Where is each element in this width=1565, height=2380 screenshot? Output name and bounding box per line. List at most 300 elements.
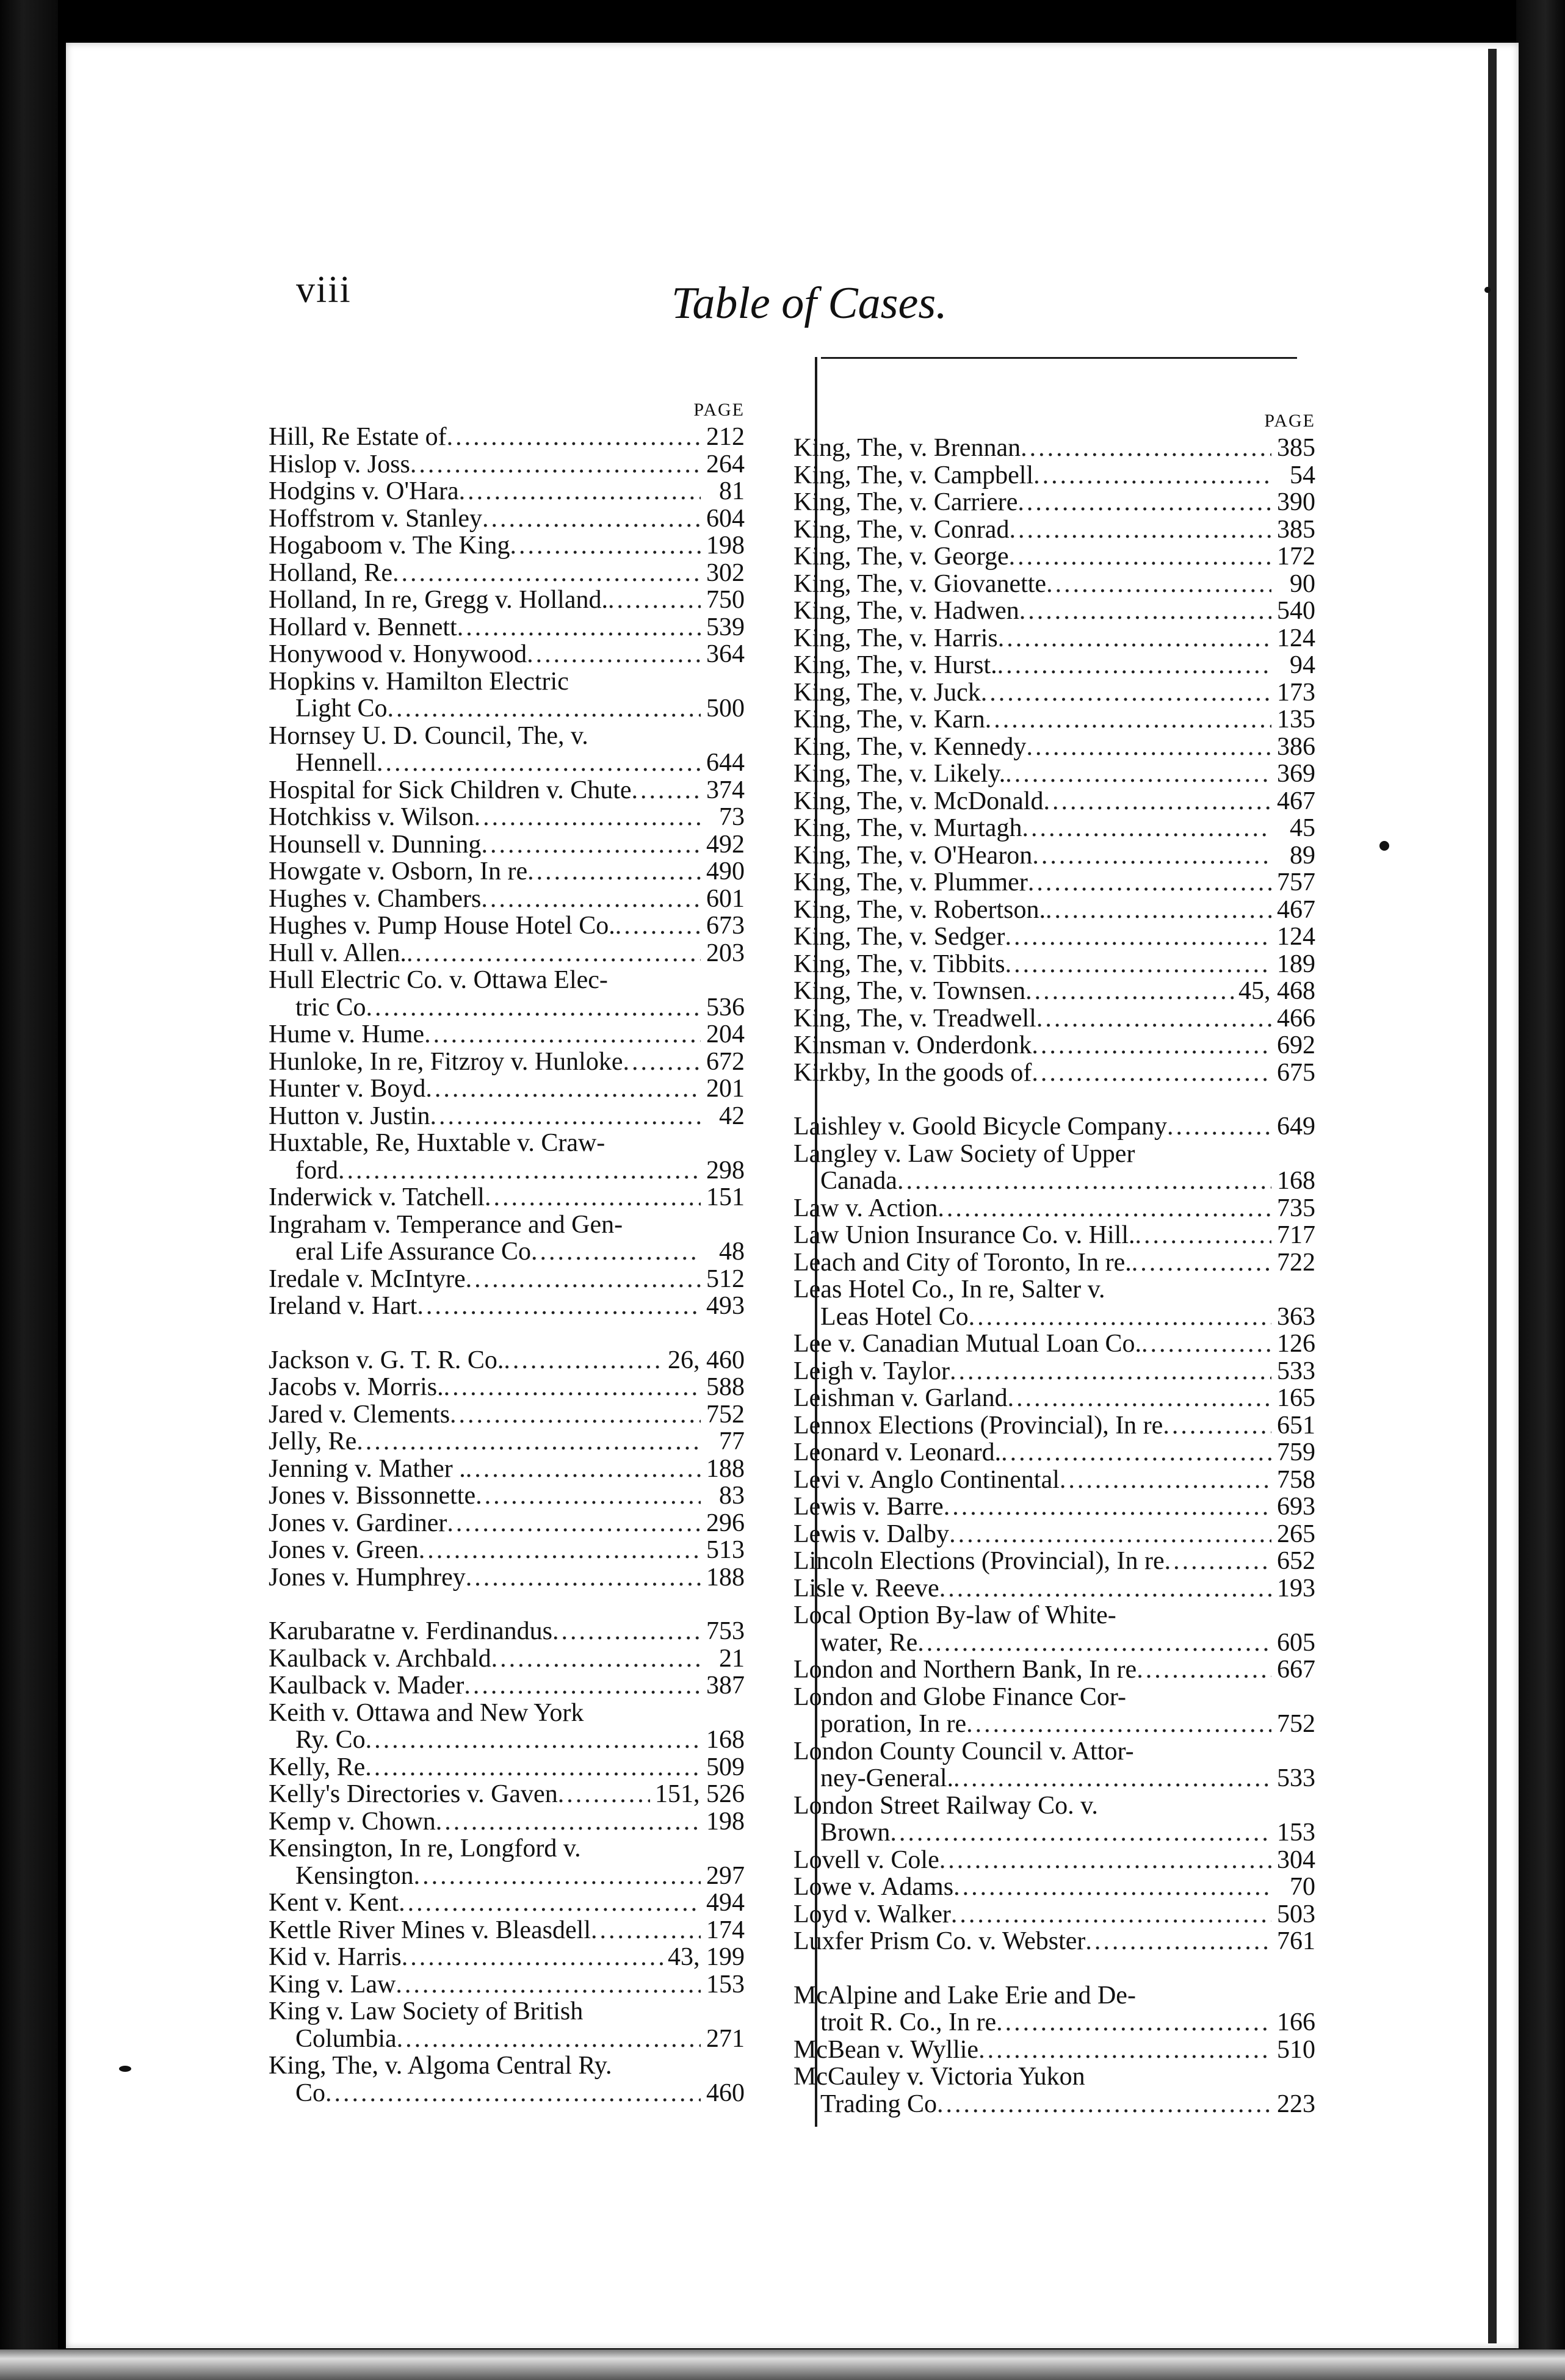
- leader-dots: [396, 1971, 701, 1999]
- page-number: 165: [1277, 1384, 1315, 1412]
- case-name: Lewis v. Barre: [793, 1493, 944, 1521]
- case-name: Ireland v. Hart: [269, 1292, 417, 1320]
- case-name: Hume v. Hume: [269, 1020, 425, 1048]
- leader-dots: [1163, 1412, 1271, 1440]
- case-name: Lee v. Canadian Mutual Loan Co.: [793, 1330, 1141, 1358]
- case-name: Jared v. Clements: [269, 1400, 450, 1429]
- leader-dots: [466, 1455, 701, 1483]
- case-name: King, The, v. Treadwell: [793, 1004, 1036, 1033]
- leader-dots: [504, 1347, 663, 1374]
- page-number: 73: [719, 803, 745, 831]
- case-name-continued: Columbia: [295, 2024, 397, 2053]
- leader-dots: [377, 749, 701, 777]
- page-number: 21: [719, 1644, 745, 1673]
- leader-dots: [338, 1157, 701, 1185]
- case-entry: [269, 586, 745, 614]
- case-name: King, The, v. Juck: [793, 678, 981, 707]
- case-entry: [793, 1032, 1315, 1059]
- page-number: 188: [706, 1563, 745, 1592]
- leader-dots: [481, 831, 701, 859]
- case-name: Holland, In re, Gregg v. Holland.: [269, 586, 608, 614]
- leader-dots: [510, 532, 701, 560]
- case-name: Levi v. Anglo Continental: [793, 1465, 1060, 1494]
- case-entry: [793, 1222, 1315, 1249]
- page-number: 509: [706, 1753, 745, 1781]
- page-number: 651: [1277, 1411, 1315, 1440]
- case-name: Hogaboom v. The King: [269, 532, 510, 560]
- leader-dots: [950, 1358, 1271, 1385]
- page-number: 198: [706, 532, 745, 560]
- page-number: 759: [1277, 1438, 1315, 1466]
- page-number: 735: [1277, 1194, 1315, 1222]
- case-name: Kensington, In re, Longford v.: [269, 1834, 581, 1863]
- leader-dots: [527, 858, 701, 885]
- case-name: Hull Electric Co. v. Ottawa Elec-: [269, 966, 608, 994]
- leader-dots: [491, 1645, 701, 1673]
- case-entry: [793, 1113, 1315, 1141]
- page-number: 385: [1277, 515, 1315, 544]
- leader-dots: [466, 1266, 701, 1293]
- folio-number: viii: [296, 269, 352, 311]
- case-name-continued: troit R. Co., In re: [820, 2008, 997, 2036]
- leader-dots: [430, 1103, 701, 1130]
- leader-dots: [1043, 788, 1271, 815]
- case-name: Kirkby, In the goods of: [793, 1058, 1032, 1087]
- case-name: London County Council v. Attor-: [793, 1737, 1134, 1765]
- page-number: 174: [706, 1916, 745, 1944]
- leader-dots: [424, 1021, 701, 1048]
- case-entry: [793, 923, 1315, 951]
- case-name-continued: Co: [295, 2079, 326, 2107]
- page-edge-shadow: [1488, 49, 1497, 2343]
- case-entry: [793, 516, 1315, 544]
- case-entry: [793, 842, 1315, 870]
- leader-dots: [475, 1482, 701, 1510]
- case-name: King, The, v. George: [793, 543, 1009, 571]
- case-entry: [793, 489, 1315, 516]
- case-name-continued: Ry. Co: [295, 1726, 366, 1754]
- leader-dots: [608, 586, 701, 614]
- case-name: King, The, v. Hurst.: [793, 651, 997, 679]
- case-name: Loyd v. Walker: [793, 1900, 951, 1928]
- case-name: King, The, v. Murtagh: [793, 814, 1022, 842]
- case-name: Law v. Action: [793, 1194, 938, 1222]
- leader-dots: [969, 1304, 1271, 1331]
- page-number: 188: [706, 1454, 745, 1483]
- page-number: 168: [706, 1726, 745, 1754]
- leader-dots: [1017, 489, 1271, 516]
- page-number: 512: [706, 1264, 745, 1293]
- case-name: Hoffstrom v. Stanley: [269, 504, 482, 533]
- case-name: Jones v. Green: [269, 1536, 419, 1564]
- page-number: 369: [1277, 760, 1315, 788]
- case-entry: [269, 560, 745, 587]
- leader-dots: [953, 1873, 1271, 1901]
- page-number: 750: [706, 586, 745, 614]
- case-name: Jones v. Gardiner: [269, 1509, 447, 1537]
- leader-dots: [890, 1819, 1271, 1847]
- page-column-label: PAGE: [1264, 411, 1315, 431]
- case-entry: [793, 1792, 1315, 1847]
- case-name: Jelly, Re: [269, 1427, 357, 1455]
- page-number: 605: [1277, 1628, 1315, 1657]
- case-name: King, The, v. Robertson.: [793, 895, 1046, 924]
- case-name: Holland, Re: [269, 558, 392, 587]
- leader-dots: [1137, 1656, 1271, 1684]
- case-entry: [269, 1537, 745, 1564]
- scan-border-bottom: [0, 2349, 1565, 2380]
- case-entry: [269, 1917, 745, 1944]
- case-name: McCauley v. Victoria Yukon: [793, 2063, 1085, 2091]
- case-entry: [793, 1358, 1315, 1385]
- case-name: King, The, v. Plummer: [793, 868, 1028, 896]
- case-name-continued: ford: [295, 1156, 338, 1185]
- letter-group-gap: [269, 1591, 745, 1618]
- case-entry: [793, 571, 1315, 598]
- page-number: 667: [1277, 1656, 1315, 1684]
- leader-dots: [325, 2080, 701, 2107]
- page-number: 265: [1277, 1520, 1315, 1548]
- page-number: 540: [1277, 597, 1315, 625]
- page-number: 26, 460: [668, 1346, 745, 1374]
- case-entry: [793, 543, 1315, 571]
- case-entry: [793, 1330, 1315, 1358]
- page-number: 193: [1277, 1574, 1315, 1603]
- page-number: 644: [706, 749, 745, 777]
- case-name: Kelly's Directories v. Gaven: [269, 1780, 558, 1808]
- case-entry: [793, 1847, 1315, 1874]
- case-entry: [269, 451, 745, 478]
- leader-dots: [447, 1510, 701, 1537]
- leader-dots: [1167, 1113, 1271, 1141]
- leader-dots: [1046, 896, 1271, 924]
- page-number: 692: [1277, 1031, 1315, 1059]
- case-name: Keith v. Ottawa and New York: [269, 1698, 584, 1727]
- leader-dots: [410, 451, 701, 478]
- case-name: King, The, v. Sedger: [793, 923, 1005, 951]
- case-entry: [793, 1412, 1315, 1440]
- case-name-continued: tric Co: [295, 993, 366, 1022]
- case-name: Hopkins v. Hamilton Electric: [269, 667, 569, 696]
- case-name: Lovell v. Cole: [793, 1845, 939, 1874]
- page-number: 387: [706, 1671, 745, 1700]
- page-number: 604: [706, 504, 745, 533]
- leader-dots: [366, 1726, 701, 1754]
- letter-group-gap: [793, 1086, 1315, 1113]
- page-number: 510: [1277, 2035, 1315, 2064]
- case-entry: [793, 1439, 1315, 1466]
- case-name: Howgate v. Osborn, In re: [269, 857, 528, 885]
- leader-dots: [953, 1765, 1271, 1792]
- scan-border-right: [1516, 0, 1565, 2380]
- page-number: 198: [706, 1807, 745, 1836]
- case-name: Lennox Elections (Provincial), In re: [793, 1411, 1163, 1440]
- case-name-continued: Trading Co: [820, 2090, 937, 2118]
- case-name: Local Option By-law of White-: [793, 1601, 1116, 1629]
- page-number: 81: [719, 477, 745, 505]
- page-number: 70: [1290, 1873, 1315, 1901]
- page-number: 153: [1277, 1819, 1315, 1847]
- case-name: King, The, v. Harris: [793, 624, 998, 652]
- case-name: Luxfer Prism Co. v. Webster: [793, 1927, 1086, 1955]
- case-name: Hunter v. Boyd: [269, 1075, 426, 1103]
- case-name: King, The, v. Carriere: [793, 488, 1018, 516]
- case-entry: [793, 1602, 1315, 1656]
- leader-dots: [623, 1048, 701, 1076]
- case-name: King, The, v. Likely.: [793, 760, 1006, 788]
- case-name: Hislop v. Joss: [269, 450, 410, 478]
- case-entry: [793, 1548, 1315, 1575]
- case-name: Jackson v. G. T. R. Co.: [269, 1346, 504, 1374]
- case-entry: [269, 804, 745, 831]
- case-name: London and Globe Finance Cor-: [793, 1682, 1127, 1711]
- case-entry: [269, 1130, 745, 1184]
- leader-dots: [1008, 1385, 1271, 1412]
- page-number: 89: [1290, 841, 1315, 870]
- case-entry: [269, 641, 745, 668]
- case-entry: [269, 1347, 745, 1374]
- page-number: 460: [706, 2079, 745, 2107]
- leader-dots: [365, 1754, 701, 1781]
- case-name: King v. Law: [269, 1970, 396, 1999]
- case-entry: [793, 1575, 1315, 1603]
- leader-dots: [444, 1374, 701, 1401]
- right-entries: [793, 435, 1315, 2118]
- leader-dots: [558, 1781, 650, 1808]
- leader-dots: [425, 1075, 701, 1103]
- case-entry: [269, 723, 745, 777]
- case-name: Hill, Re Estate of: [269, 423, 447, 451]
- letter-group-gap: [269, 1320, 745, 1347]
- page-number: 223: [1277, 2090, 1315, 2118]
- case-entry: [269, 1428, 745, 1455]
- leader-dots: [1032, 842, 1271, 870]
- case-entry: [269, 478, 745, 505]
- case-entry: [793, 1656, 1315, 1684]
- leader-dots: [1085, 1928, 1271, 1955]
- page-number: 467: [1277, 787, 1315, 815]
- page-number: 717: [1277, 1221, 1315, 1249]
- page-number: 124: [1277, 624, 1315, 652]
- case-entry: [269, 2052, 745, 2107]
- leader-dots: [1046, 571, 1271, 598]
- case-entry: [269, 614, 745, 641]
- case-name: King, The, v. McDonald: [793, 787, 1044, 815]
- case-name: Leigh v. Taylor: [793, 1357, 950, 1385]
- leader-dots: [466, 1564, 701, 1592]
- page-number: 296: [706, 1509, 745, 1537]
- page-number: 493: [706, 1292, 745, 1320]
- case-name: King, The, v. Algoma Central Ry.: [269, 2052, 612, 2080]
- case-name: Hutton v. Justin: [269, 1102, 430, 1130]
- case-entry: [269, 1564, 745, 1592]
- leader-dots: [552, 1618, 701, 1645]
- case-name: Ingraham v. Temperance and Gen-: [269, 1210, 623, 1239]
- case-entry: [269, 885, 745, 913]
- case-name: Hollard v. Bennett: [269, 613, 457, 641]
- case-name-continued: Brown: [820, 1819, 891, 1847]
- case-name: Hull v. Allen.: [269, 939, 407, 967]
- scan-speck: [119, 2066, 131, 2072]
- case-entry: [269, 1781, 745, 1808]
- letter-group-gap: [793, 1955, 1315, 1982]
- case-name: King, The, v. Campbell: [793, 461, 1034, 489]
- page-number: 77: [719, 1427, 745, 1455]
- leader-dots: [1132, 1249, 1271, 1277]
- page-number: 490: [706, 857, 745, 885]
- case-name: Honywood v. Honywood: [269, 640, 527, 668]
- page-number: 172: [1277, 543, 1315, 571]
- case-entry: [269, 1048, 745, 1076]
- case-name: King, The, v. Conrad: [793, 515, 1010, 544]
- leader-dots: [464, 1672, 701, 1700]
- leader-dots: [482, 505, 701, 533]
- case-name: McBean v. Wyllie: [793, 2035, 979, 2064]
- case-name: Huxtable, Re, Huxtable v. Craw-: [269, 1129, 605, 1157]
- page-number: 533: [1277, 1764, 1315, 1792]
- case-entry: [269, 532, 745, 560]
- leader-dots: [1033, 462, 1271, 489]
- case-entry: [793, 1684, 1315, 1738]
- page-number: 43, 199: [668, 1943, 745, 1971]
- leader-dots: [481, 885, 701, 913]
- case-entry: [269, 967, 745, 1021]
- page-number: 203: [706, 939, 745, 967]
- case-entry: [793, 1385, 1315, 1412]
- case-name: Law Union Insurance Co. v. Hill.: [793, 1221, 1135, 1249]
- case-entry: [793, 896, 1315, 924]
- case-name: King, The, v. Karn: [793, 705, 985, 734]
- page-number: 494: [706, 1889, 745, 1917]
- page-number: 298: [706, 1156, 745, 1185]
- page-number: 204: [706, 1020, 745, 1048]
- case-name: Karubaratne v. Ferdinandus: [269, 1617, 552, 1645]
- leader-dots: [1005, 923, 1271, 951]
- page-number: 761: [1277, 1927, 1315, 1955]
- case-entry: [793, 1982, 1315, 2036]
- page-number: 601: [706, 884, 745, 913]
- case-entry: [269, 1266, 745, 1293]
- leader-dots: [447, 424, 701, 451]
- leader-dots: [591, 1917, 701, 1944]
- page-number: 752: [1277, 1710, 1315, 1738]
- page-number: 752: [706, 1400, 745, 1429]
- case-name: King, The, v. Brennan: [793, 434, 1021, 462]
- case-name: Kaulback v. Mader: [269, 1671, 464, 1700]
- leader-dots: [996, 2009, 1271, 2036]
- leader-dots: [632, 777, 701, 804]
- page-number: 126: [1277, 1330, 1315, 1358]
- page-number: 539: [706, 613, 745, 641]
- case-entry: [793, 1005, 1315, 1033]
- leader-dots: [459, 478, 701, 505]
- leader-dots: [397, 2025, 701, 2053]
- page-number: 693: [1277, 1493, 1315, 1521]
- case-name: Leishman v. Garland: [793, 1384, 1008, 1412]
- page-number: 466: [1277, 1004, 1315, 1033]
- case-entry: [793, 1059, 1315, 1087]
- case-name: King, The, v. Hadwen: [793, 597, 1019, 625]
- leader-dots: [1019, 597, 1271, 625]
- case-name: Hotchkiss v. Wilson: [269, 803, 474, 831]
- case-name: Jenning v. Mather .: [269, 1454, 466, 1483]
- case-entry: [793, 1493, 1315, 1521]
- leader-dots: [527, 641, 701, 668]
- leader-dots: [485, 1184, 701, 1211]
- page-number: 83: [719, 1482, 745, 1510]
- case-name: King, The, v. Kennedy: [793, 732, 1027, 761]
- case-entry: [793, 788, 1315, 815]
- page-number: 168: [1277, 1167, 1315, 1195]
- case-entry: [269, 1293, 745, 1320]
- leader-dots: [1036, 1005, 1271, 1033]
- case-entry: [269, 1482, 745, 1510]
- case-entry: [269, 1510, 745, 1537]
- case-entry: [269, 940, 745, 967]
- case-entry: [793, 951, 1315, 978]
- leader-dots: [1060, 1466, 1271, 1494]
- page-number: 153: [706, 1970, 745, 1999]
- page-number: 94: [1290, 651, 1315, 679]
- page-number: 672: [706, 1047, 745, 1076]
- case-entry: [269, 777, 745, 804]
- case-entry: [269, 912, 745, 940]
- page-number: 42: [719, 1102, 745, 1130]
- case-name: King, The, v. O'Hearon: [793, 841, 1033, 870]
- left-column: [269, 397, 745, 2107]
- page-number: 673: [706, 912, 745, 940]
- leader-dots: [939, 1847, 1271, 1874]
- case-name-continued: Canada: [820, 1167, 897, 1195]
- page-number: 48: [719, 1238, 745, 1266]
- case-name: Hospital for Sick Children v. Chute: [269, 776, 632, 804]
- case-entry: [269, 858, 745, 885]
- case-name-continued: eral Life Assurance Co: [295, 1238, 532, 1266]
- case-name: Kelly, Re: [269, 1753, 366, 1781]
- case-entry: [269, 1401, 745, 1429]
- page-number: 151, 526: [655, 1780, 745, 1808]
- leader-dots: [1005, 760, 1271, 788]
- page-number: 135: [1277, 705, 1315, 734]
- page-number: 90: [1290, 569, 1315, 598]
- case-entry: [793, 978, 1315, 1005]
- case-entry: [793, 462, 1315, 489]
- page-number: 124: [1277, 923, 1315, 951]
- case-entry: [793, 734, 1315, 761]
- leader-dots: [897, 1167, 1271, 1195]
- leader-dots: [402, 1944, 663, 1971]
- leader-dots: [531, 1238, 701, 1266]
- case-name: Leas Hotel Co., In re, Salter v.: [793, 1275, 1105, 1304]
- case-entry: [793, 2063, 1315, 2118]
- page-number: 173: [1277, 678, 1315, 707]
- page-number: 386: [1277, 732, 1315, 761]
- case-name: Kid v. Harris: [269, 1943, 402, 1971]
- case-name: King, The, v. Townsen: [793, 977, 1026, 1005]
- page-number: 757: [1277, 868, 1315, 896]
- case-entry: [269, 1889, 745, 1917]
- page-number: 271: [706, 2024, 745, 2053]
- leader-dots: [1032, 1032, 1271, 1059]
- leader-dots: [457, 614, 701, 641]
- leader-dots: [985, 706, 1271, 734]
- page-number: 390: [1277, 488, 1315, 516]
- case-entry: [269, 1184, 745, 1211]
- case-entry: [269, 1944, 745, 1971]
- leader-dots: [949, 1521, 1271, 1548]
- case-name: Leach and City of Toronto, In re.: [793, 1248, 1132, 1277]
- case-entry: [793, 2036, 1315, 2064]
